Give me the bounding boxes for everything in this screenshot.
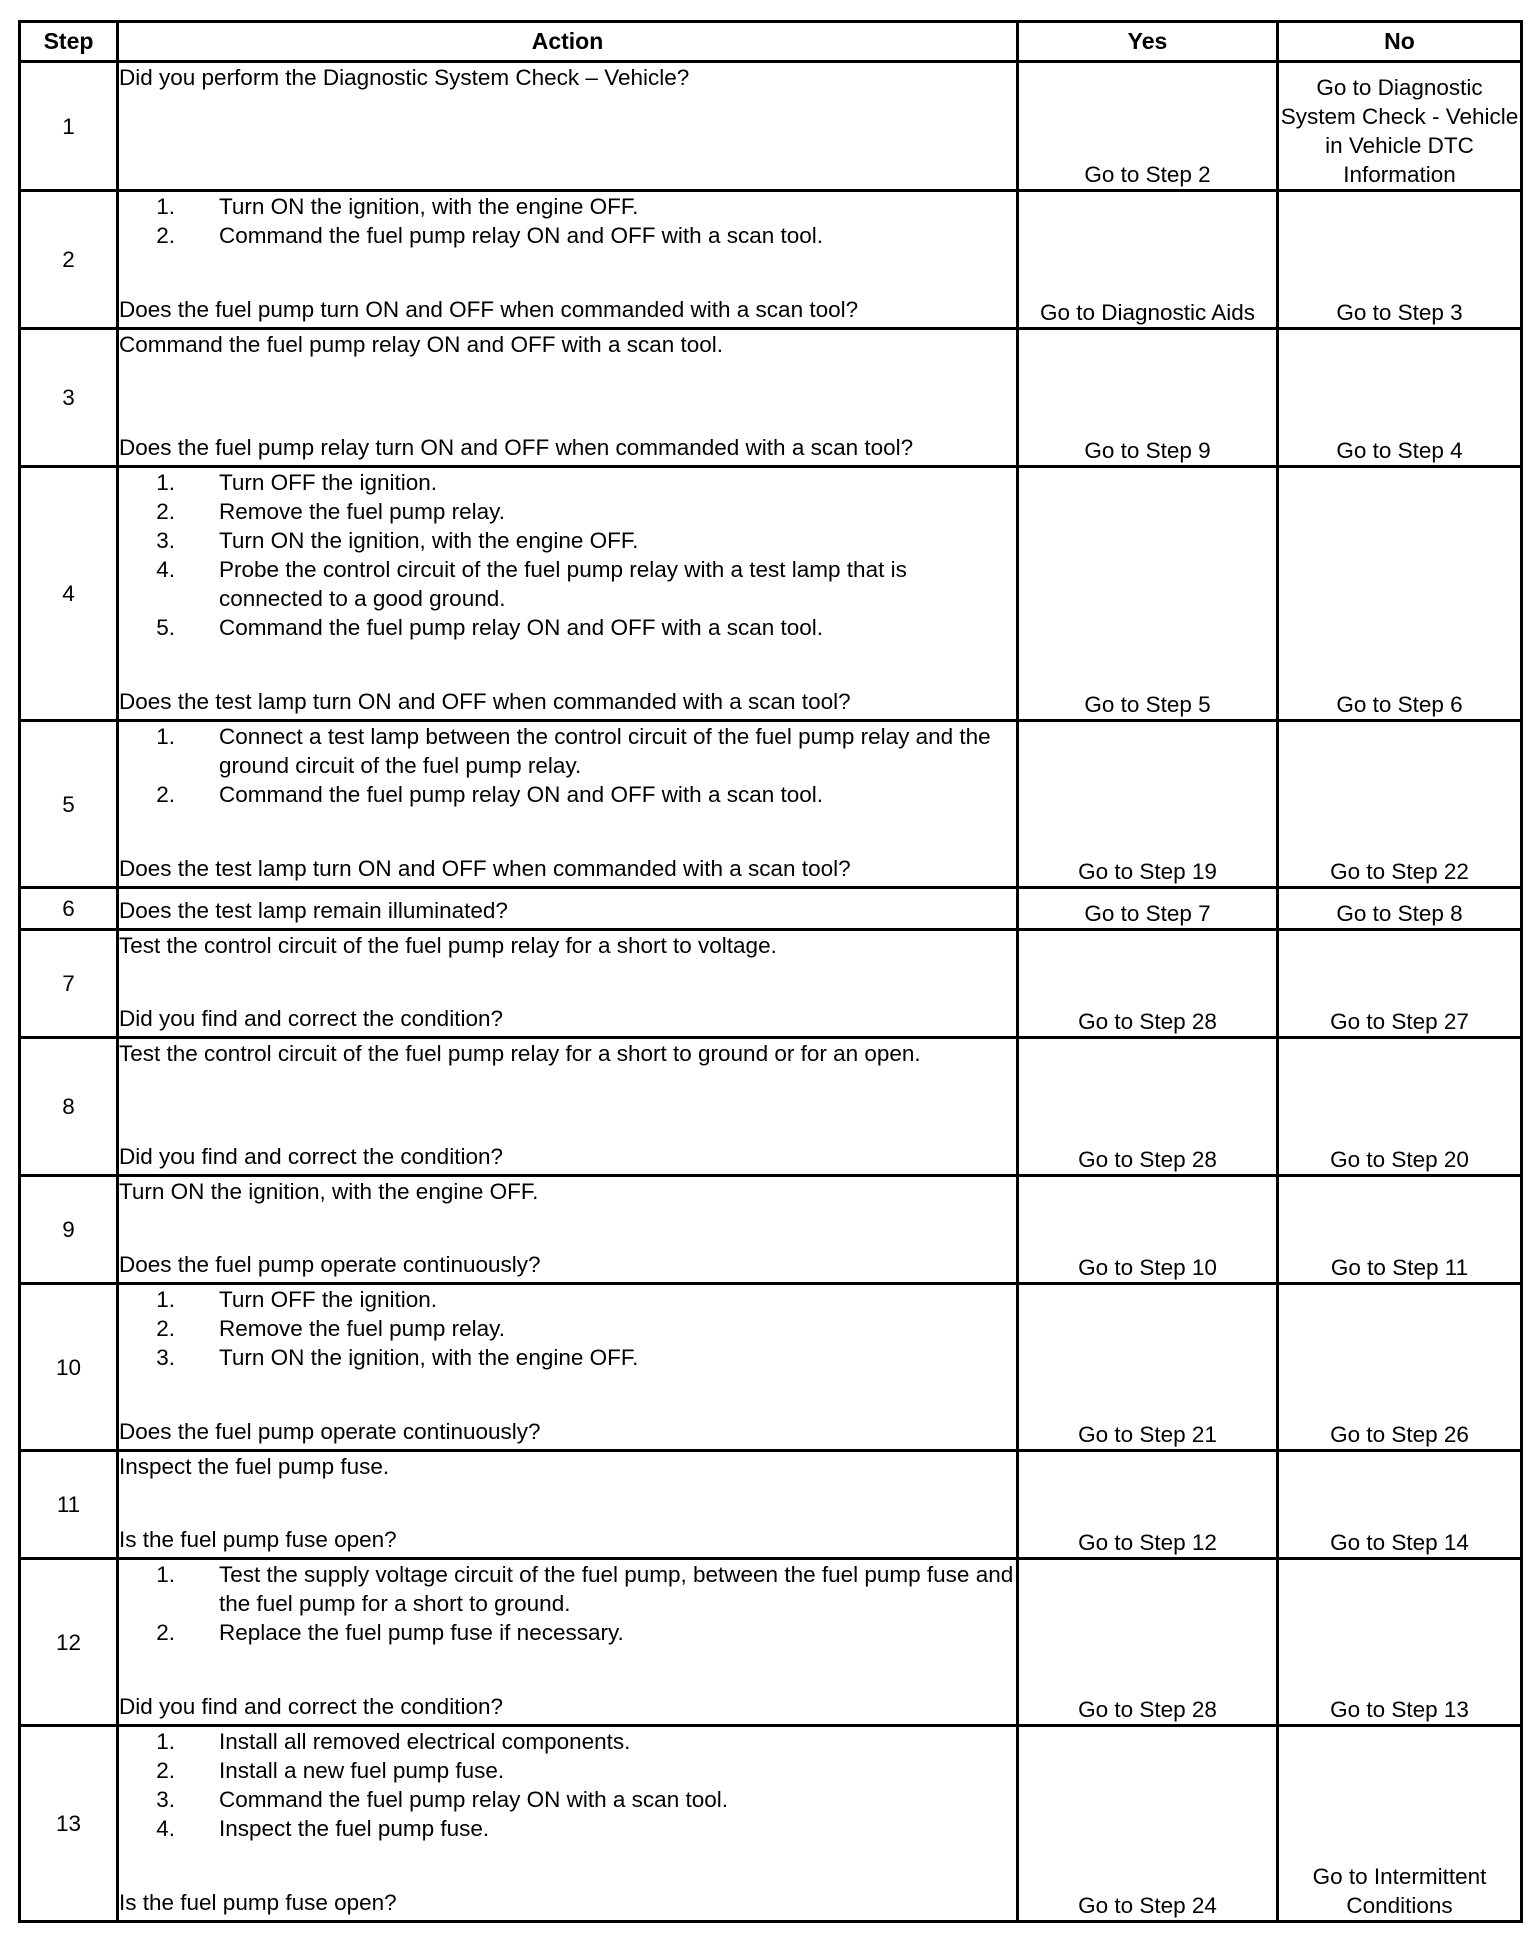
action-cell <box>118 467 1018 721</box>
action-step-item <box>119 497 1016 526</box>
step-number: 13 <box>20 1726 118 1922</box>
action-cell <box>118 721 1018 888</box>
table-row <box>20 1176 1522 1284</box>
action-step-text: Install all removed electrical components. <box>219 1729 631 1754</box>
yes-result: Go to Step 21 <box>1018 1284 1278 1451</box>
no-result: Go to Step 4 <box>1278 329 1522 467</box>
action-step-number: 4. <box>156 557 175 582</box>
header-yes: Yes <box>1018 22 1278 62</box>
table-row <box>20 888 1522 930</box>
action-cell <box>118 930 1018 1038</box>
action-step-text: Command the fuel pump relay ON with a scan tool. <box>219 1787 728 1812</box>
action-step-number: 4. <box>156 1816 175 1841</box>
action-steps-list <box>119 192 1016 250</box>
step-number: 10 <box>20 1284 118 1451</box>
table-row <box>20 1559 1522 1726</box>
action-step-number: 2. <box>156 1316 175 1341</box>
action-step-number: 5. <box>156 615 175 640</box>
action-step-text: Turn OFF the ignition. <box>219 470 438 495</box>
action-cell <box>118 1176 1018 1284</box>
action-step-item <box>119 468 1016 497</box>
action-step-text: Command the fuel pump relay ON and OFF with a scan tool. <box>219 782 824 807</box>
yes-result: Go to Step 7 <box>1018 888 1278 930</box>
table-row <box>20 930 1522 1038</box>
action-instruction: Test the control circuit of the fuel pump relay for a short to voltage. <box>119 933 777 958</box>
action-step-item <box>119 526 1016 555</box>
diagnostic-table <box>18 20 1523 1923</box>
step-number: 12 <box>20 1559 118 1726</box>
action-question: Does the test lamp remain illuminated? <box>119 898 508 923</box>
action-step-number: 1. <box>156 1729 175 1754</box>
no-result: Go to Step 6 <box>1278 467 1522 721</box>
header-step: Step <box>20 22 118 62</box>
action-step-number: 1. <box>156 1562 175 1587</box>
action-step-number: 1. <box>156 1287 175 1312</box>
table-row <box>20 1284 1522 1451</box>
header-no: No <box>1278 22 1522 62</box>
action-instruction: Command the fuel pump relay ON and OFF with a scan tool. <box>119 332 724 357</box>
action-step-item <box>119 1314 1016 1343</box>
action-step-number: 2. <box>156 223 175 248</box>
no-result: Go to Diagnostic System Check - Vehicle in Vehicle DTC Information <box>1278 62 1522 191</box>
table-row <box>20 467 1522 721</box>
yes-result: Go to Step 5 <box>1018 467 1278 721</box>
action-step-text: Turn ON the ignition, with the engine OFF. <box>219 194 639 219</box>
step-number: 1 <box>20 62 118 191</box>
yes-result: Go to Step 2 <box>1018 62 1278 191</box>
action-step-number: 2. <box>156 1620 175 1645</box>
action-step-item <box>119 221 1016 250</box>
table-row <box>20 62 1522 191</box>
step-number: 9 <box>20 1176 118 1284</box>
action-step-number: 3. <box>156 528 175 553</box>
table-row <box>20 1038 1522 1176</box>
no-result: Go to Step 14 <box>1278 1451 1522 1559</box>
step-number: 6 <box>20 888 118 930</box>
action-question: Does the fuel pump operate continuously? <box>119 1419 541 1444</box>
action-step-text: Turn ON the ignition, with the engine OFF. <box>219 528 639 553</box>
table-row <box>20 1451 1522 1559</box>
action-cell <box>118 1726 1018 1922</box>
action-step-text: Probe the control circuit of the fuel pump relay with a test lamp that is connected to a good ground. <box>219 557 907 611</box>
action-step-text: Replace the fuel pump fuse if necessary. <box>219 1620 624 1645</box>
no-result: Go to Intermittent Conditions <box>1278 1726 1522 1922</box>
action-question: Did you find and correct the condition? <box>119 1144 503 1169</box>
action-instruction: Inspect the fuel pump fuse. <box>119 1454 390 1479</box>
action-question: Is the fuel pump fuse open? <box>119 1527 397 1552</box>
step-number: 7 <box>20 930 118 1038</box>
action-step-item <box>119 613 1016 642</box>
table-row <box>20 329 1522 467</box>
action-step-item <box>119 192 1016 221</box>
action-cell <box>118 1451 1018 1559</box>
yes-result: Go to Step 28 <box>1018 930 1278 1038</box>
action-question: Did you find and correct the condition? <box>119 1694 503 1719</box>
action-step-item <box>119 1343 1016 1372</box>
yes-result: Go to Step 28 <box>1018 1559 1278 1726</box>
action-step-text: Remove the fuel pump relay. <box>219 1316 505 1341</box>
no-result: Go to Step 3 <box>1278 191 1522 329</box>
step-number: 3 <box>20 329 118 467</box>
action-steps-list <box>119 722 1016 809</box>
yes-result: Go to Step 28 <box>1018 1038 1278 1176</box>
header-action: Action <box>118 22 1018 62</box>
action-question: Did you find and correct the condition? <box>119 1006 503 1031</box>
no-result: Go to Step 8 <box>1278 888 1522 930</box>
action-question: Does the fuel pump operate continuously? <box>119 1252 541 1277</box>
action-cell <box>118 1284 1018 1451</box>
no-result: Go to Step 13 <box>1278 1559 1522 1726</box>
action-question: Does the test lamp turn ON and OFF when commanded with a scan tool? <box>119 856 851 881</box>
yes-result: Go to Step 19 <box>1018 721 1278 888</box>
action-steps-list <box>119 468 1016 642</box>
step-number: 4 <box>20 467 118 721</box>
action-steps-list <box>119 1560 1016 1647</box>
action-instruction: Test the control circuit of the fuel pump relay for a short to ground or for an open. <box>119 1041 921 1066</box>
action-step-item <box>119 1285 1016 1314</box>
action-cell <box>118 1038 1018 1176</box>
action-step-text: Turn ON the ignition, with the engine OFF. <box>219 1345 639 1370</box>
action-step-text: Command the fuel pump relay ON and OFF with a scan tool. <box>219 615 824 640</box>
action-step-item <box>119 1618 1016 1647</box>
action-question: Does the fuel pump turn ON and OFF when commanded with a scan tool? <box>119 297 859 322</box>
action-step-number: 2. <box>156 499 175 524</box>
action-cell <box>118 1559 1018 1726</box>
no-result: Go to Step 20 <box>1278 1038 1522 1176</box>
action-step-number: 1. <box>156 194 175 219</box>
action-question: Is the fuel pump fuse open? <box>119 1890 397 1915</box>
action-question: Does the test lamp turn ON and OFF when commanded with a scan tool? <box>119 689 851 714</box>
action-cell <box>118 888 1018 930</box>
table-row <box>20 191 1522 329</box>
action-step-item <box>119 780 1016 809</box>
table-row <box>20 721 1522 888</box>
action-step-number: 1. <box>156 724 175 749</box>
action-step-text: Install a new fuel pump fuse. <box>219 1758 505 1783</box>
action-cell <box>118 329 1018 467</box>
no-result: Go to Step 26 <box>1278 1284 1522 1451</box>
action-step-text: Remove the fuel pump relay. <box>219 499 505 524</box>
action-question: Does the fuel pump relay turn ON and OFF when commanded with a scan tool? <box>119 435 914 460</box>
action-step-text: Turn OFF the ignition. <box>219 1287 438 1312</box>
yes-result: Go to Step 24 <box>1018 1726 1278 1922</box>
action-step-item <box>119 1785 1016 1814</box>
action-step-text: Test the supply voltage circuit of the fuel pump, between the fuel pump fuse and the fuel pump for a short to ground. <box>219 1562 1014 1616</box>
action-step-number: 2. <box>156 782 175 807</box>
step-number: 2 <box>20 191 118 329</box>
action-step-item <box>119 1756 1016 1785</box>
no-result: Go to Step 27 <box>1278 930 1522 1038</box>
yes-result: Go to Diagnostic Aids <box>1018 191 1278 329</box>
action-step-item <box>119 555 1016 613</box>
action-steps-list <box>119 1285 1016 1372</box>
action-steps-list <box>119 1727 1016 1843</box>
step-number: 5 <box>20 721 118 888</box>
action-cell <box>118 62 1018 191</box>
action-step-text: Connect a test lamp between the control circuit of the fuel pump relay and the ground circuit of the fuel pump relay. <box>219 724 991 778</box>
table-row <box>20 1726 1522 1922</box>
action-step-number: 2. <box>156 1758 175 1783</box>
action-instruction: Did you perform the Diagnostic System Check – Vehicle? <box>119 65 690 90</box>
yes-result: Go to Step 9 <box>1018 329 1278 467</box>
action-step-item <box>119 1560 1016 1618</box>
action-instruction: Turn ON the ignition, with the engine OFF. <box>119 1179 539 1204</box>
action-step-text: Command the fuel pump relay ON and OFF with a scan tool. <box>219 223 824 248</box>
action-step-item <box>119 1814 1016 1843</box>
yes-result: Go to Step 12 <box>1018 1451 1278 1559</box>
yes-result: Go to Step 10 <box>1018 1176 1278 1284</box>
action-step-item <box>119 722 1016 780</box>
no-result: Go to Step 22 <box>1278 721 1522 888</box>
action-cell <box>118 191 1018 329</box>
action-step-number: 1. <box>156 470 175 495</box>
step-number: 11 <box>20 1451 118 1559</box>
header-row <box>20 22 1522 62</box>
no-result: Go to Step 11 <box>1278 1176 1522 1284</box>
action-step-number: 3. <box>156 1345 175 1370</box>
action-step-text: Inspect the fuel pump fuse. <box>219 1816 490 1841</box>
action-step-number: 3. <box>156 1787 175 1812</box>
action-step-item <box>119 1727 1016 1756</box>
step-number: 8 <box>20 1038 118 1176</box>
